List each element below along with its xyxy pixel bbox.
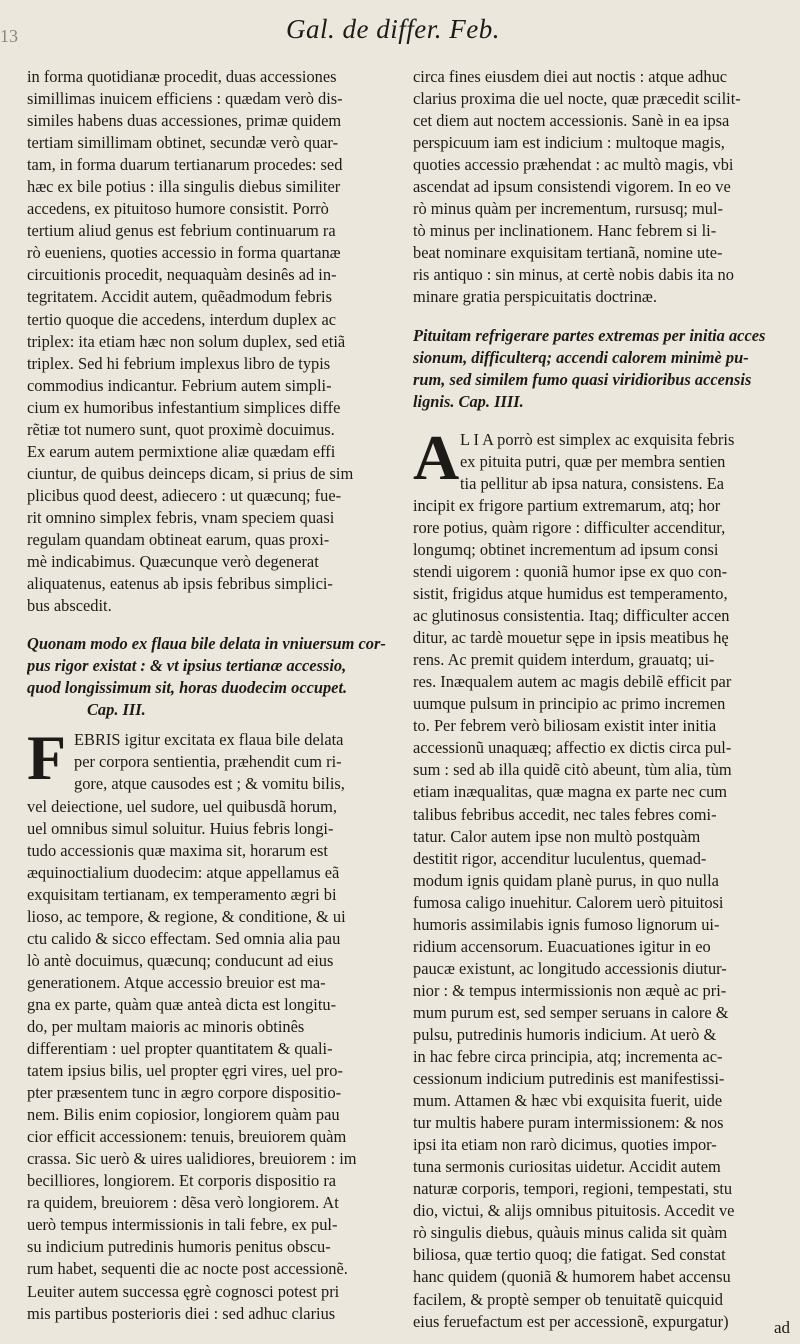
text-line: uel omnibus simul soluitur. Huius febris longi- xyxy=(27,818,334,838)
text-line: quoties accessio præhendat : ac multò magis, vbi xyxy=(413,155,734,175)
text-line: tertiam simillimam obtinet, secundæ verò quar- xyxy=(27,133,339,153)
text-line: triplex: ita etiam hæc non solum duplex, sed etiã xyxy=(27,331,346,351)
text-line: destitit rigor, accenditur luculentus, quemad- xyxy=(413,848,707,868)
text-line: Pituitam refrigerare partes extremas per initia acces xyxy=(413,325,766,345)
text-line: mum. Attamen & hæc vbi exquisita fuerit, uide xyxy=(413,1091,723,1111)
text-line: tia pellitur ab ipsa natura, consistens. Ea xyxy=(460,473,724,493)
text-line: to. Per febrem verò biliosam existit inter initia xyxy=(413,716,717,736)
right-drop-paragraph xyxy=(413,421,785,495)
left-chapter-heading xyxy=(27,633,394,699)
text-line: ditur, ac tardè mouetur sępe in ipsis meatibus hę xyxy=(413,628,729,648)
page-number-fragment: 13 xyxy=(0,26,18,46)
text-line: rens. Ac premit quidem interdum, grauatq; ui- xyxy=(413,650,715,670)
text-line: su indicium putredinis humoris penitus obscu- xyxy=(27,1237,331,1257)
text-line: eius feruefactum est per accessionẽ, expurgatur) xyxy=(413,1311,729,1331)
text-line: crassa. Sic uerò & uires ualidiores, breuiorem : im xyxy=(27,1149,357,1169)
text-line: rẽtiæ tot numero sunt, quot proximè docuimus. xyxy=(27,419,335,439)
text-line: tudo accessionis quæ maxima sit, horarum est xyxy=(27,840,328,860)
text-line: rore potius, quàm rigore : difficulter accenditur, xyxy=(413,517,726,537)
left-drop-lines xyxy=(27,722,394,795)
text-line: ridium accensorum. Euacuationes igitur in eo xyxy=(413,936,711,956)
text-line: cium ex humoribus infestantium simplices diffe xyxy=(27,397,341,417)
text-line: ac glutinosus consistentia. Itaq; difficulter accen xyxy=(413,606,730,626)
text-line: aliquatenus, eatenus ab ipsis febribus simplici- xyxy=(27,574,333,594)
text-line: accedens, ex pituitoso humore consistit. Porrò xyxy=(27,199,329,219)
right-drop-lines xyxy=(413,421,785,495)
text-line: per corpora sentientia, præhendit cum ri- xyxy=(74,752,342,772)
running-header: Gal. de differ. Feb. xyxy=(286,14,500,44)
text-line: circuitionis procedit, nequaquàm desinês ad in- xyxy=(27,265,337,285)
text-line: pulsu, putredinis humoris indicium. At uerò & xyxy=(413,1024,717,1044)
text-line: paucæ existunt, ac longitudo accessionis diutur- xyxy=(413,958,727,978)
text-line: tertio quoque die accedens, interdum duplex ac xyxy=(27,309,337,329)
text-line: becilliores, longiorem. Et corporis dispositio ra xyxy=(27,1171,337,1191)
text-line: ex pituita putri, quæ per membra sentien xyxy=(460,451,726,471)
drop-capital: F xyxy=(27,722,67,794)
text-line: minare gratia perspicuitatis doctrinæ. xyxy=(413,287,657,307)
text-line: tatur. Calor autem ipse non multò postquàm xyxy=(413,826,701,846)
text-line: cet diem aut noctem accessionis. Sanè in ea ipsa xyxy=(413,111,730,131)
text-line: pter præsentem tunc in ægro corpore dispositio- xyxy=(27,1083,342,1103)
text-line: sionum, difficulterq; accendi calorem minimè pu- xyxy=(413,347,749,367)
text-line: ctu calido & sicco effectam. Sed omnia alia pau xyxy=(27,928,341,948)
text-line: ra quidem, breuiorem : dẽsa verò longiorem. At xyxy=(27,1193,339,1213)
text-line: sistit, frigidus atque humidus est temperamento, xyxy=(413,584,728,604)
left-paragraph-2 xyxy=(27,796,394,1325)
text-line: ipsi ita etiam non rarò dicimus, quoties impor- xyxy=(413,1135,717,1155)
text-line: humoris assimilabis ignis fumoso lignorum ui- xyxy=(413,914,720,934)
text-line: simillimas inuicem efficiens : quædam verò dis- xyxy=(27,89,343,109)
left-paragraph-1 xyxy=(27,66,394,617)
text-line: mum purum est, sed semper seruans in calore & xyxy=(413,1002,729,1022)
text-line: uerò tempus intermissionis in tali febre, ex pul- xyxy=(27,1215,338,1235)
text-line: vel deiectione, uel sudore, uel quibusdã horum, xyxy=(27,796,337,816)
text-line: accessionũ unaquæq; affectio ex dictis circa pul- xyxy=(413,738,732,758)
text-line: tam, in forma duarum tertianarum procedes: sed xyxy=(27,155,343,175)
text-line: æquinoctialium duodecim: atque appellamus eã xyxy=(27,862,340,882)
text-line: biliosa, quæ tertio quoq; die fatigat. Sed constat xyxy=(413,1245,726,1265)
text-line: facilem, & proptè semper ob tenuitatẽ quicquid xyxy=(413,1289,723,1309)
text-line: do, per multam maioris ac minoris obtinês xyxy=(27,1016,305,1036)
text-line: L I A porrò est simplex ac exquisita febris xyxy=(460,429,735,449)
text-line: mè indicabimus. Quæcunque verò degenerat xyxy=(27,552,319,572)
text-line: hanc quidem (quoniã & humorem habet accensu xyxy=(413,1267,731,1287)
text-line: gna ex parte, quàm quæ anteà dicta est longitu- xyxy=(27,994,337,1014)
text-line: lioso, ac tempore, & regione, & conditione, & ui xyxy=(27,906,346,926)
text-line: Quonam modo ex flaua bile delata in vniuersum cor- xyxy=(27,634,386,654)
text-line: differentiam : uel propter quantitatem & quali- xyxy=(27,1039,333,1059)
text-line: tò minus per inclinationem. Hanc febrem si li- xyxy=(413,221,717,241)
right-column xyxy=(413,66,785,1333)
text-line: in forma quotidianæ procedit, duas accessiones xyxy=(27,67,337,86)
text-line: Ex earum autem permixtione aliæ quædam effi xyxy=(27,441,336,461)
text-line: cessionum indicium putredinis est manifestissi- xyxy=(413,1069,725,1089)
text-line: tatem ipsius bilis, uel propter ęgri vires, uel pro- xyxy=(27,1061,343,1081)
text-line: tertium aliud genus est febrium continuarum ra xyxy=(27,221,336,241)
text-line: circa fines eiusdem diei aut noctis : atque adhuc xyxy=(413,67,728,86)
text-line: nior : & tempus intermissionis non æquè ac pri- xyxy=(413,980,727,1000)
text-line: longumq; obtinet incrementum ad ipsum consi xyxy=(413,539,719,559)
text-line: naturæ corporis, tempori, regioni, tempestati, stu xyxy=(413,1179,733,1199)
text-line: regulam quandam obtineat earum, quas proxi- xyxy=(27,529,330,549)
text-line: talibus febribus accedit, nec tales febres comi- xyxy=(413,804,717,824)
right-chapter-heading xyxy=(413,325,785,413)
text-line: in hac febre circa principia, atq; incrementa ac- xyxy=(413,1047,723,1067)
text-line: incipit ex frigore partium extremarum, atq; hor xyxy=(413,495,721,515)
text-line: ciuntur, de quibus deinceps dicam, si prius de sim xyxy=(27,463,354,483)
text-line: EBRIS igitur excitata ex flaua bile delata xyxy=(74,730,344,750)
text-line: fumosa caligo inuehitur. Calorem uerò pituitosi xyxy=(413,892,724,912)
text-line: dio, victui, & alijs omnibus pituitosis. Accedit ve xyxy=(413,1201,735,1221)
text-line: stendi uigorem : quoniã humor ipse ex quo con- xyxy=(413,561,728,581)
right-paragraph-1 xyxy=(413,66,785,309)
text-line: rit omnino simplex febris, vnam speciem quasi xyxy=(27,507,335,527)
text-line: tegritatem. Accidit autem, quẽadmodum febris xyxy=(27,287,332,307)
text-line: quod longissimum sit, horas duodecim occupet. xyxy=(27,678,348,698)
text-line: lò antè docuimus, quæcunq; conducunt ad eius xyxy=(27,950,334,970)
text-line: ris antiquo : sin minus, at certè nobis dabis ita no xyxy=(413,265,734,285)
text-line: hæc ex bile potius : illa singulis diebus similiter xyxy=(27,177,341,197)
text-line: commodius indicantur. Febrium autem simpli- xyxy=(27,375,332,395)
text-line: similes habens duas accessiones, primæ quidem xyxy=(27,111,342,131)
text-line: tur multis habere puram intermissionem: & nos xyxy=(413,1113,724,1133)
text-line: mis partibus posterioris diei : sed adhuc clarius xyxy=(27,1303,336,1323)
right-paragraph-2 xyxy=(413,495,785,1333)
text-line: rum habet, sequenti die ac nocte post accessionẽ. xyxy=(27,1259,348,1279)
text-line: ascendat ad ipsum consistendi vigorem. In eo ve xyxy=(413,177,731,197)
text-line: rò eueniens, quoties accessio in forma quartanæ xyxy=(27,243,341,263)
text-line: etiam inæqualitas, quæ magna ex parte nec cum xyxy=(413,782,728,802)
text-line: exquisitam tertianam, ex temperamento ægri bi xyxy=(27,884,337,904)
text-line: perspicuum iam est indicium : multoque magis, xyxy=(413,133,725,153)
text-line: bus abscedit. xyxy=(27,596,112,616)
left-drop-paragraph xyxy=(27,722,394,795)
text-line: modum ignis quidam planè purus, in quo nulla xyxy=(413,870,719,890)
drop-capital: A xyxy=(413,421,460,493)
text-line: tuna sermonis curiositas uidetur. Accidit autem xyxy=(413,1157,721,1177)
left-column xyxy=(27,66,394,1325)
text-line: res. Inæqualem autem ac magis debilẽ efficit par xyxy=(413,672,732,692)
text-line: generationem. Atque accessio breuior est ma- xyxy=(27,972,326,992)
text-line: cior efficit accessionem: tenuis, breuiorem quàm xyxy=(27,1127,347,1147)
text-line: uumque pulsum in principio ac primo incremen xyxy=(413,694,726,714)
catchword: ad xyxy=(773,1318,790,1337)
text-line: sum : sed ab illa quidẽ citò abeunt, tùm alia, tùm xyxy=(413,760,732,780)
text-line: plicibus quod deest, adiecero : ut quæcunq; fue- xyxy=(27,485,342,505)
text-line: beat nominare exquisitam tertianã, nomine ute- xyxy=(413,243,723,263)
left-chapter-number: Cap. III. xyxy=(87,700,146,720)
text-line: rò minus quàm per incrementum, rursusq; mul- xyxy=(413,199,723,219)
text-line: triplex. Sed hi febrium implexus libro de typis xyxy=(27,353,331,373)
text-line: lignis. Cap. IIII. xyxy=(413,391,524,411)
text-line: nem. Bilis enim copiosior, longiorem quàm pau xyxy=(27,1105,340,1125)
text-line: pus rigor existat : & vt ipsius tertianæ accessio, xyxy=(27,656,347,676)
text-line: Leuiter autem successa ęgrè cognosci potest pri xyxy=(27,1281,340,1301)
text-line: clarius proxima die uel nocte, quæ præcedit scilit- xyxy=(413,89,741,109)
text-line: rum, sed similem fumo quasi viridioribus accensis xyxy=(413,369,752,389)
text-line: gore, atque causodes est ; & vomitu bilis, xyxy=(74,774,345,794)
text-line: rò singulis diebus, quàuis minus calida sit quàm xyxy=(413,1223,728,1243)
